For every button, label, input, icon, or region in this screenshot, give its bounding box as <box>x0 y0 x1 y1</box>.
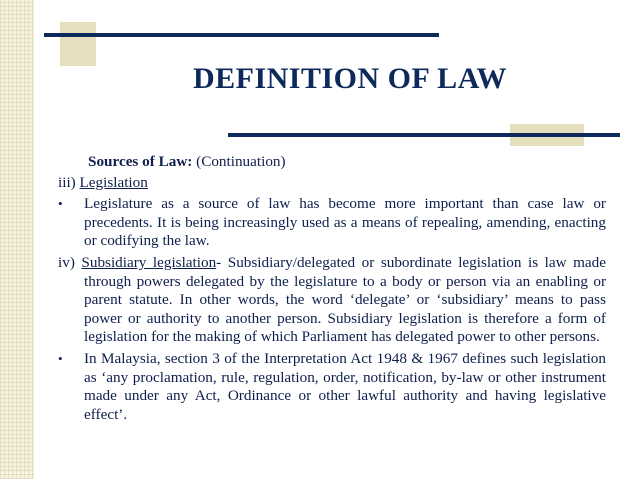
sources-heading <box>58 153 606 172</box>
item-label: Legislation <box>79 173 148 191</box>
sources-label: Sources of Law: <box>88 153 193 170</box>
slide-title: DEFINITION OF LAW <box>192 62 508 95</box>
item-number: iii) <box>58 173 76 191</box>
item-legislation-heading <box>58 174 606 193</box>
slide-body <box>58 153 606 424</box>
top-rule <box>44 33 439 37</box>
bullet-text: In Malaysia, section 3 of the Interpretation Act 1948 & 1967 defines such legislation as ‘any proclamation, rule, regulation, order, notification, by-law or other instrument made under any Act, Ordinance or other lawful authority and having legislative effect’. <box>84 349 606 423</box>
bullet-malaysia <box>58 350 606 424</box>
top-accent-block <box>60 22 96 66</box>
bullet-marker: • <box>58 350 63 366</box>
bullet-text: Legislature as a source of law has become more important than case law or precedents. It is being increasingly used as a means of repealing, amending, enacting or codifying the law. <box>84 195 606 250</box>
bullet-legislation <box>58 195 606 251</box>
striped-margin-decoration <box>0 0 34 479</box>
item-text: - Subsidiary/delegated or subordinate legislation is law made through powers delegated by the legislature to a body or person via an enabling or parent statute. In other words, the word ‘delegate’ or ‘subsidiary’ means to pass power or authority to another person. Subsidiary legislation is therefore a form of legislation for the making of which Parliament has delegated power to other persons. <box>84 253 606 346</box>
bottom-rule <box>228 133 620 137</box>
bullet-marker: • <box>58 196 63 212</box>
item-number: iv) <box>58 253 75 271</box>
sources-note: (Continuation) <box>196 153 286 170</box>
item-label: Subsidiary legislation <box>81 253 217 271</box>
item-subsidiary-legislation <box>58 254 606 347</box>
